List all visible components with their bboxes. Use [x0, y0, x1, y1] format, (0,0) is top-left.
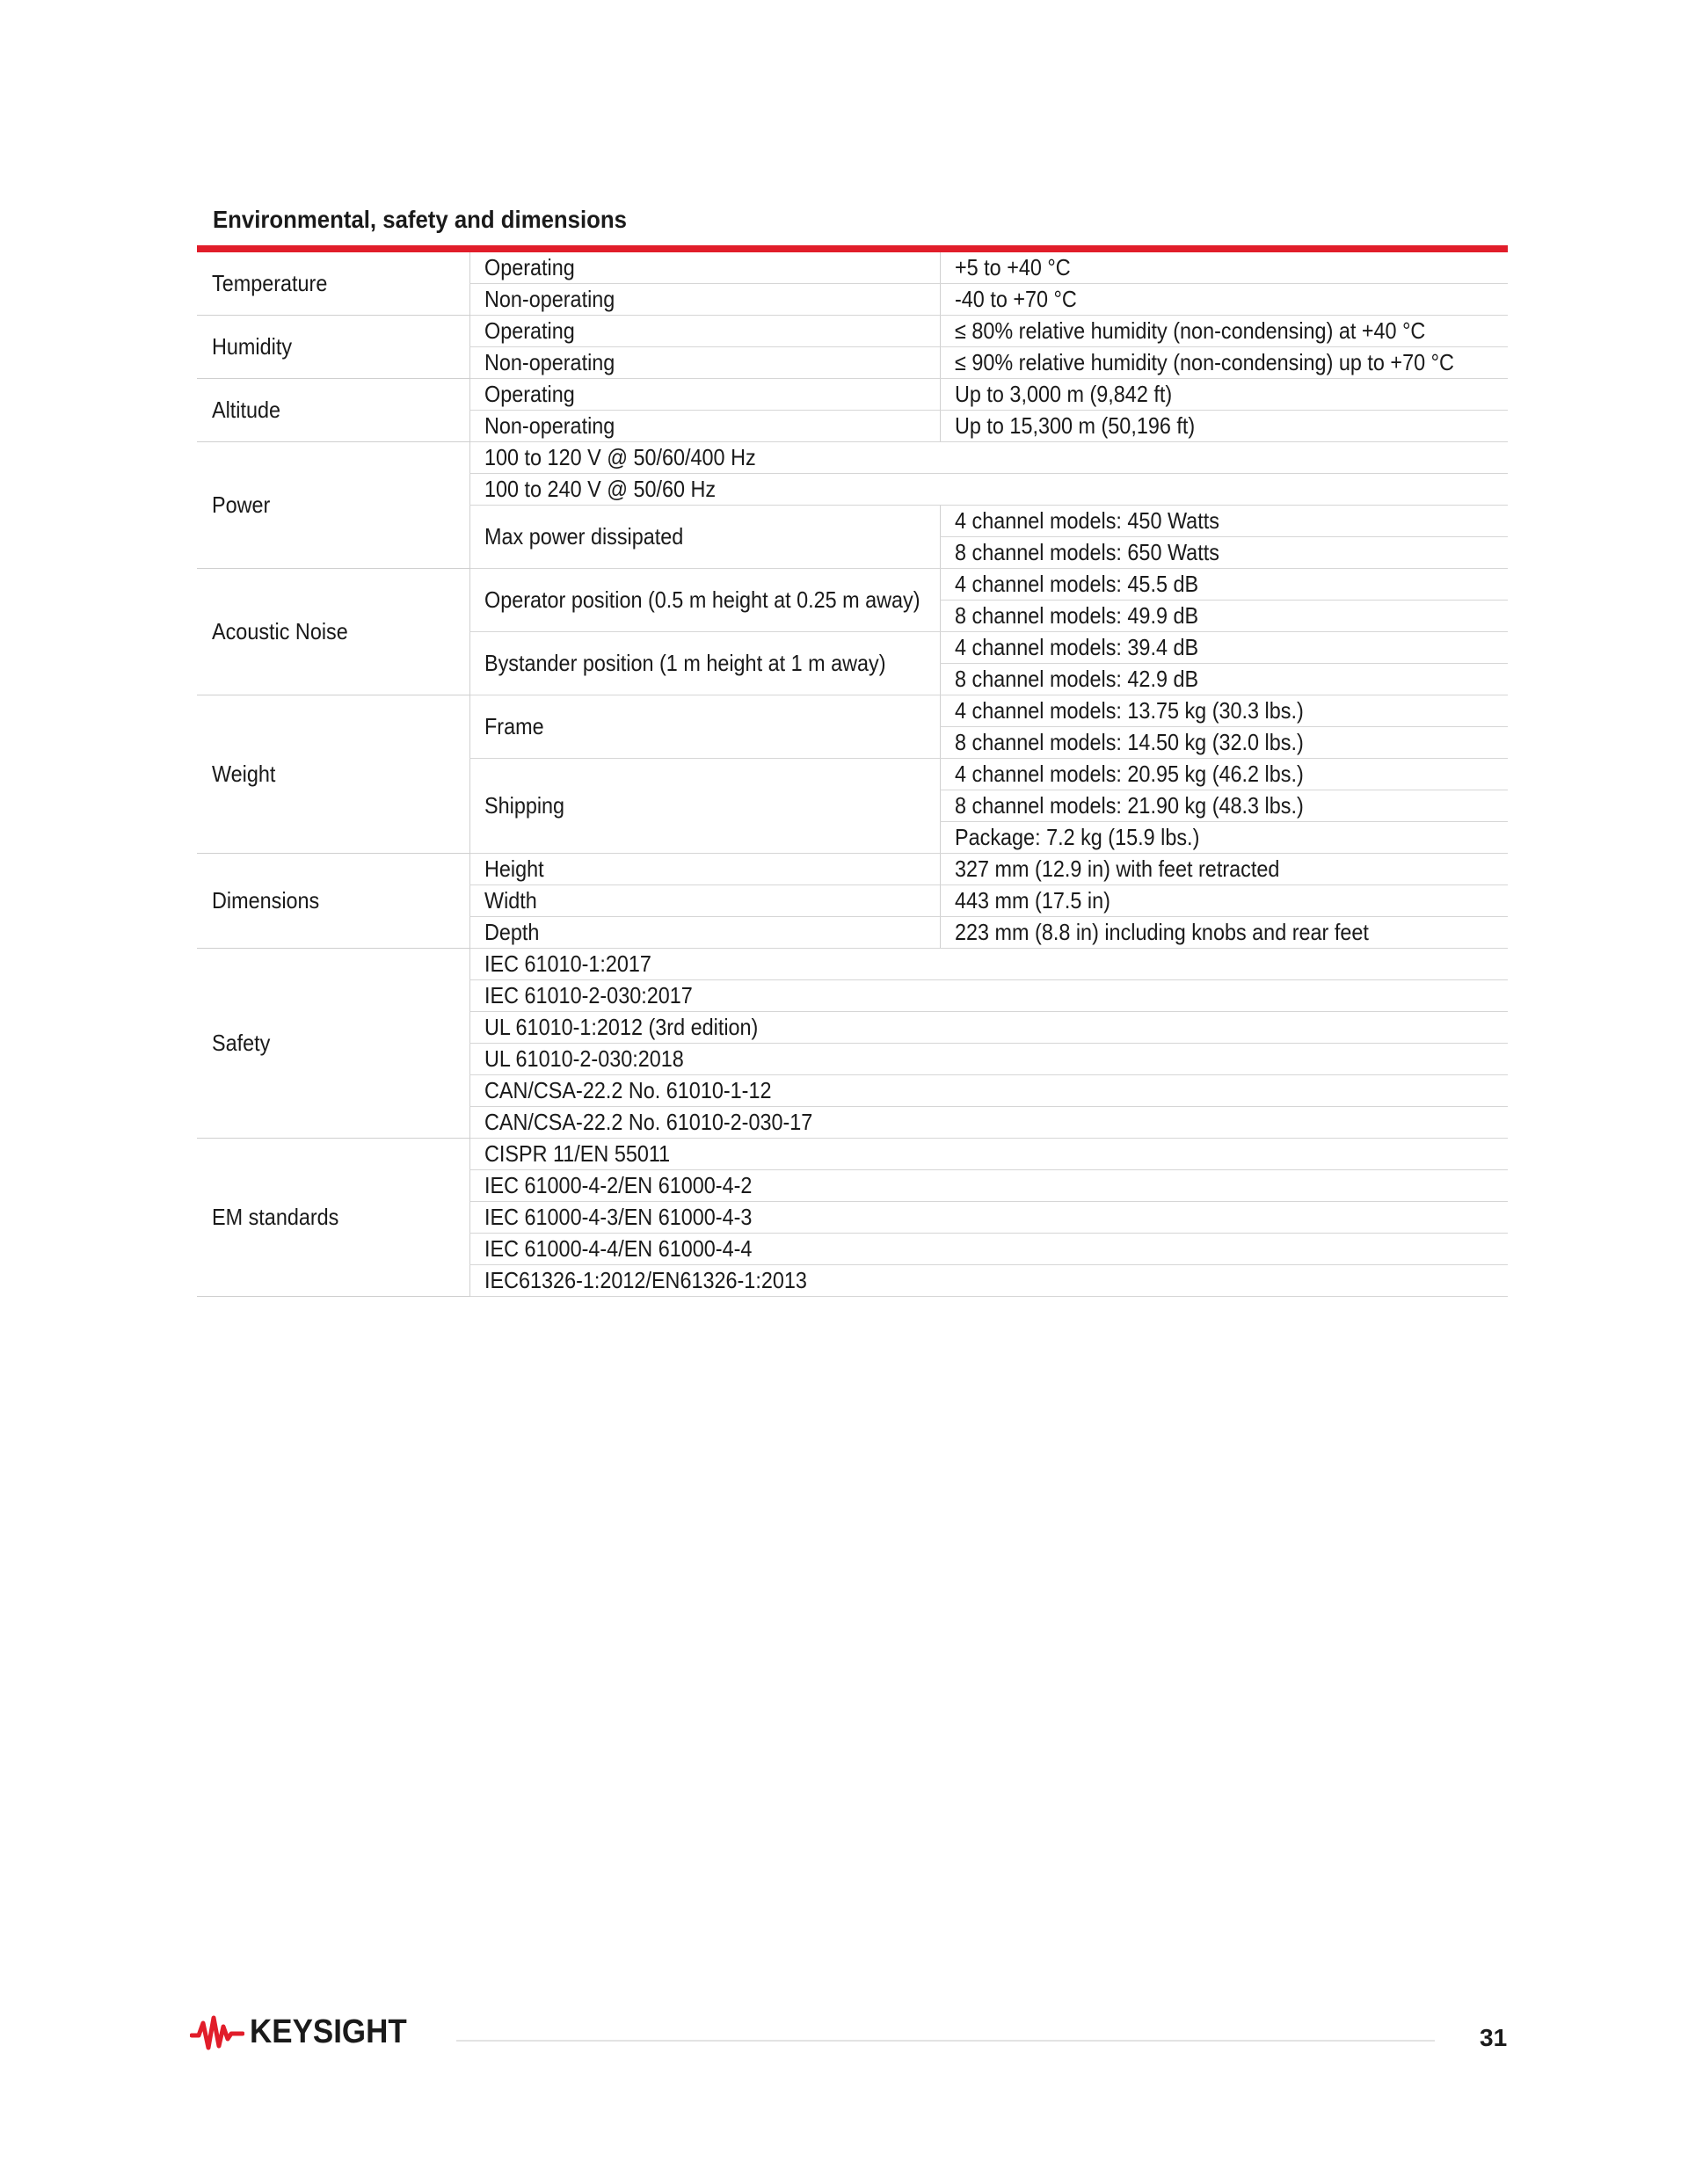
category-cell — [197, 379, 469, 442]
table-row — [197, 949, 1508, 980]
value-text: 8 channel models: 49.9 dB — [954, 602, 1198, 629]
parameter-cell — [469, 1139, 1508, 1170]
category-cell — [197, 695, 469, 854]
value-text: Package: 7.2 kg (15.9 lbs.) — [954, 824, 1199, 850]
category-label: Humidity — [212, 333, 293, 360]
parameter-cell — [469, 854, 940, 885]
parameter-cell — [469, 980, 1508, 1012]
keysight-wave-icon — [190, 2014, 244, 2051]
parameter-label: Shipping — [484, 792, 564, 819]
title-accent-bar — [197, 245, 1508, 252]
value-text: 4 channel models: 45.5 dB — [954, 571, 1198, 597]
value-cell — [940, 727, 1508, 759]
value-cell — [940, 316, 1508, 347]
value-cell — [940, 537, 1508, 569]
value-cell — [940, 284, 1508, 316]
category-cell — [197, 949, 469, 1139]
parameter-cell — [469, 347, 940, 379]
value-text: 8 channel models: 21.90 kg (48.3 lbs.) — [954, 792, 1304, 819]
value-text: 8 channel models: 42.9 dB — [954, 666, 1198, 692]
value-text: 223 mm (8.8 in) including knobs and rear feet — [954, 919, 1369, 945]
parameter-cell — [469, 316, 940, 347]
value-text: +5 to +40 °C — [954, 254, 1071, 280]
category-label: EM standards — [212, 1204, 339, 1230]
table-row — [197, 1139, 1508, 1170]
parameter-cell — [469, 949, 1508, 980]
table-row — [197, 252, 1508, 284]
parameter-label: Frame — [484, 713, 544, 739]
table-row — [197, 854, 1508, 885]
table-row — [197, 442, 1508, 474]
parameter-cell — [469, 474, 1508, 506]
value-text: 4 channel models: 20.95 kg (46.2 lbs.) — [954, 761, 1304, 787]
parameter-label: Depth — [484, 919, 539, 945]
parameter-label: Operating — [484, 254, 575, 280]
parameter-label: Operating — [484, 381, 575, 407]
value-cell — [940, 569, 1508, 601]
value-cell — [940, 695, 1508, 727]
parameter-label: 100 to 120 V @ 50/60/400 Hz — [484, 444, 756, 470]
value-text: 4 channel models: 39.4 dB — [954, 634, 1198, 660]
parameter-cell — [469, 1044, 1508, 1075]
parameter-cell — [469, 1202, 1508, 1234]
page-number: 31 — [1480, 2024, 1508, 2051]
value-text: 8 channel models: 14.50 kg (32.0 lbs.) — [954, 729, 1304, 755]
category-cell — [197, 252, 469, 316]
parameter-cell — [469, 1075, 1508, 1107]
parameter-label: Operator position (0.5 m height at 0.25 m away) — [484, 586, 920, 613]
parameter-label: Width — [484, 887, 537, 914]
parameter-label: IEC 61000-4-4/EN 61000-4-4 — [484, 1235, 752, 1262]
parameter-label: IEC 61000-4-3/EN 61000-4-3 — [484, 1204, 752, 1230]
parameter-label: UL 61010-2-030:2018 — [484, 1045, 684, 1072]
parameter-label: Non-operating — [484, 349, 615, 375]
value-cell — [940, 664, 1508, 695]
parameter-label: 100 to 240 V @ 50/60 Hz — [484, 476, 716, 502]
parameter-label: IEC61326-1:2012/EN61326-1:2013 — [484, 1267, 807, 1293]
parameter-cell — [469, 917, 940, 949]
value-text: ≤ 90% relative humidity (non-condensing) up to +70 °C — [954, 349, 1454, 375]
category-label: Power — [212, 491, 271, 518]
parameter-label: CAN/CSA-22.2 No. 61010-2-030-17 — [484, 1109, 812, 1135]
parameter-label: Max power dissipated — [484, 523, 683, 550]
logo-text: KEYSIGHT — [250, 2013, 407, 2050]
parameter-label: Non-operating — [484, 286, 615, 312]
category-label: Temperature — [212, 270, 328, 296]
category-label: Safety — [212, 1030, 271, 1056]
parameter-label: IEC 61010-2-030:2017 — [484, 982, 693, 1008]
value-cell — [940, 790, 1508, 822]
table-row — [197, 695, 1508, 727]
category-cell — [197, 316, 469, 379]
category-label: Altitude — [212, 397, 281, 423]
parameter-label: IEC 61000-4-2/EN 61000-4-2 — [484, 1172, 752, 1198]
category-cell — [197, 1139, 469, 1297]
category-cell — [197, 442, 469, 569]
parameter-label: UL 61010-1:2012 (3rd edition) — [484, 1014, 758, 1040]
spec-table — [197, 252, 1508, 1297]
parameter-cell — [469, 379, 940, 411]
parameter-label: CAN/CSA-22.2 No. 61010-1-12 — [484, 1077, 771, 1103]
category-cell — [197, 569, 469, 695]
value-cell — [940, 601, 1508, 632]
parameter-cell — [469, 411, 940, 442]
table-row — [197, 569, 1508, 601]
parameter-cell — [469, 1234, 1508, 1265]
value-text: Up to 15,300 m (50,196 ft) — [954, 412, 1195, 439]
footer-divider — [456, 2040, 1435, 2042]
value-cell — [940, 822, 1508, 854]
parameter-label: CISPR 11/EN 55011 — [484, 1140, 670, 1167]
parameter-cell — [469, 695, 940, 759]
parameter-cell — [469, 284, 940, 316]
value-cell — [940, 347, 1508, 379]
value-cell — [940, 252, 1508, 284]
parameter-cell — [469, 885, 940, 917]
value-cell — [940, 506, 1508, 537]
parameter-label: Operating — [484, 317, 575, 344]
parameter-label: Height — [484, 855, 544, 882]
parameter-cell — [469, 1012, 1508, 1044]
section-title: Environmental, safety and dimensions — [213, 206, 627, 233]
parameter-cell — [469, 632, 940, 695]
table-row — [197, 379, 1508, 411]
value-text: -40 to +70 °C — [954, 286, 1077, 312]
category-label: Dimensions — [212, 887, 320, 914]
parameter-cell — [469, 506, 940, 569]
parameter-cell — [469, 1107, 1508, 1139]
keysight-logo — [190, 2013, 420, 2051]
value-text: 4 channel models: 450 Watts — [954, 507, 1219, 534]
parameter-cell — [469, 759, 940, 854]
value-cell — [940, 759, 1508, 790]
value-text: Up to 3,000 m (9,842 ft) — [954, 381, 1172, 407]
value-text: 4 channel models: 13.75 kg (30.3 lbs.) — [954, 697, 1304, 724]
value-cell — [940, 411, 1508, 442]
value-cell — [940, 917, 1508, 949]
value-cell — [940, 854, 1508, 885]
parameter-label: Bystander position (1 m height at 1 m away) — [484, 650, 886, 676]
parameter-label: IEC 61010-1:2017 — [484, 950, 651, 977]
parameter-cell — [469, 1170, 1508, 1202]
value-cell — [940, 379, 1508, 411]
parameter-label: Non-operating — [484, 412, 615, 439]
category-cell — [197, 854, 469, 949]
value-text: 8 channel models: 650 Watts — [954, 539, 1219, 565]
parameter-cell — [469, 442, 1508, 474]
value-cell — [940, 632, 1508, 664]
value-cell — [940, 885, 1508, 917]
table-row — [197, 316, 1508, 347]
category-label: Acoustic Noise — [212, 618, 348, 644]
value-text: ≤ 80% relative humidity (non-condensing) at +40 °C — [954, 317, 1425, 344]
parameter-cell — [469, 1265, 1508, 1297]
value-text: 443 mm (17.5 in) — [954, 887, 1110, 914]
parameter-cell — [469, 569, 940, 632]
category-label: Weight — [212, 761, 276, 787]
value-text: 327 mm (12.9 in) with feet retracted — [954, 855, 1279, 882]
parameter-cell — [469, 252, 940, 284]
